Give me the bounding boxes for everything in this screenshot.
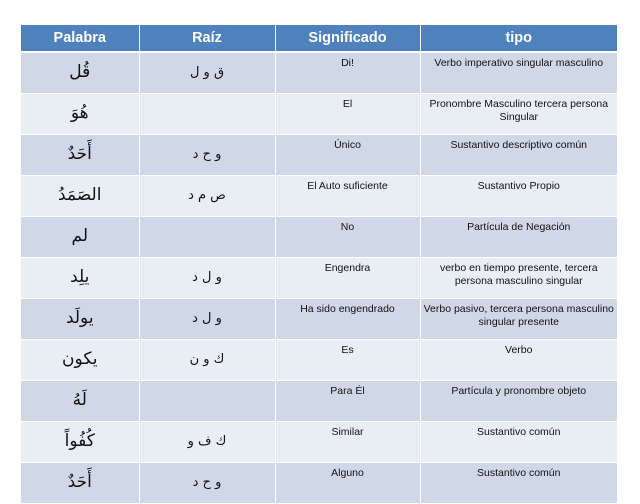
table-row	[21, 217, 617, 258]
cell-palabra: يلِد	[21, 258, 139, 299]
cell-palabra: أَحَدٌ	[21, 135, 139, 176]
cell-raiz: ق و ل	[139, 52, 275, 94]
cell-raiz	[139, 217, 275, 258]
table-row	[21, 135, 617, 176]
cell-palabra: لَهُ	[21, 381, 139, 422]
cell-significado: Para Él	[275, 381, 420, 422]
table-row	[21, 340, 617, 381]
cell-raiz: ك و ن	[139, 340, 275, 381]
cell-raiz: ك ف و	[139, 422, 275, 463]
cell-significado: Engendra	[275, 258, 420, 299]
cell-palabra: يولَد	[21, 299, 139, 340]
cell-raiz: و ل د	[139, 299, 275, 340]
cell-significado: El	[275, 94, 420, 135]
cell-tipo: Partícula y pronombre objeto	[420, 381, 617, 422]
cell-tipo: Partícula de Negación	[420, 217, 617, 258]
cell-palabra: لم	[21, 217, 139, 258]
table-row	[21, 381, 617, 422]
table-row	[21, 299, 617, 340]
header-significado: Significado	[275, 25, 420, 52]
cell-palabra: قُل	[21, 52, 139, 94]
cell-tipo: verbo en tiempo presente, tercera persona masculino singular	[420, 258, 617, 299]
cell-significado: Es	[275, 340, 420, 381]
cell-raiz: و ل د	[139, 258, 275, 299]
table-row	[21, 52, 617, 94]
header-tipo: tipo	[420, 25, 617, 52]
cell-significado: Di!	[275, 52, 420, 94]
header-raiz: Raíz	[139, 25, 275, 52]
cell-significado: Alguno	[275, 463, 420, 504]
cell-significado: No	[275, 217, 420, 258]
table-header	[21, 25, 617, 52]
cell-palabra: الصَمَدُ	[21, 176, 139, 217]
cell-raiz: و ح د	[139, 135, 275, 176]
cell-significado: Ha sido engendrado	[275, 299, 420, 340]
cell-tipo: Pronombre Masculino tercera persona Singular	[420, 94, 617, 135]
header-palabra: Palabra	[21, 25, 139, 52]
cell-raiz: و ح د	[139, 463, 275, 504]
cell-tipo: Sustantivo común	[420, 422, 617, 463]
table-row	[21, 94, 617, 135]
cell-raiz	[139, 381, 275, 422]
cell-raiz	[139, 94, 275, 135]
table-row	[21, 422, 617, 463]
cell-palabra: أَحَدٌ	[21, 463, 139, 504]
cell-tipo: Sustantivo común	[420, 463, 617, 504]
header-row	[21, 25, 617, 52]
cell-tipo: Verbo imperativo singular masculino	[420, 52, 617, 94]
vocabulary-table	[21, 25, 617, 504]
cell-palabra: يكون	[21, 340, 139, 381]
vocabulary-table-container	[21, 25, 617, 504]
cell-significado: Único	[275, 135, 420, 176]
cell-tipo: Sustantivo descriptivo común	[420, 135, 617, 176]
cell-palabra: هُوَ	[21, 94, 139, 135]
cell-significado: Similar	[275, 422, 420, 463]
cell-tipo: Sustantivo Propio	[420, 176, 617, 217]
cell-palabra: كُفُواً	[21, 422, 139, 463]
table-row	[21, 176, 617, 217]
cell-tipo: Verbo pasivo, tercera persona masculino singular presente	[420, 299, 617, 340]
table-row	[21, 463, 617, 504]
cell-raiz: ص م د	[139, 176, 275, 217]
table-row	[21, 258, 617, 299]
cell-tipo: Verbo	[420, 340, 617, 381]
cell-significado: El Auto suficiente	[275, 176, 420, 217]
table-body	[21, 52, 617, 504]
